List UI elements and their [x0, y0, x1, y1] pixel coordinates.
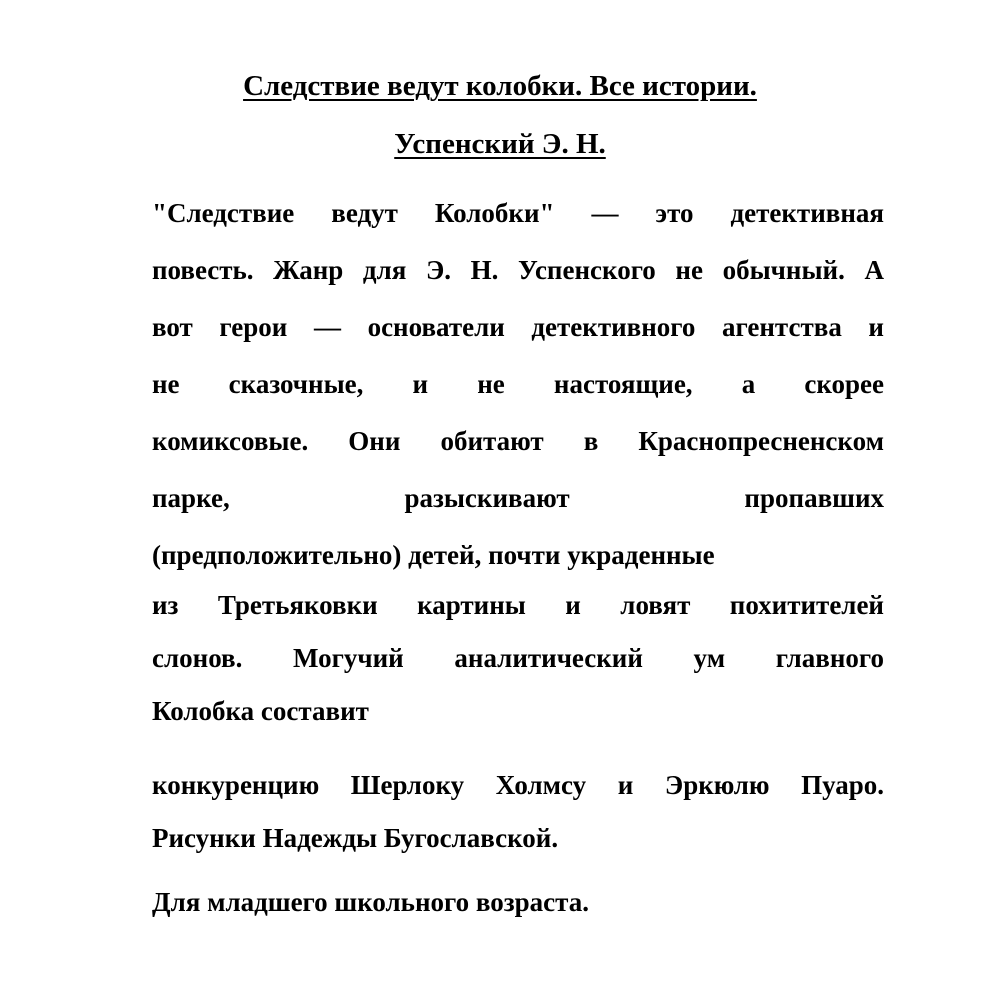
book-title: Следствие ведут колобки. Все истории. — [243, 70, 757, 102]
text-line: Рисунки Надежды Бугославской. — [152, 823, 559, 854]
age-note-text: Для младшего школьного возраста. — [152, 887, 589, 917]
text-line: "Следствие ведут Колобки" — это детективная — [152, 198, 884, 228]
description-paragraph-1 — [152, 198, 884, 597]
text-line: вот герои — основатели детективного агентства и — [152, 312, 884, 343]
description-paragraph-2 — [152, 590, 884, 749]
text-line: из Третьяковки картины и ловят похитителей — [152, 590, 884, 620]
text-line: слонов. Могучий аналитический ум главного — [152, 643, 884, 674]
text-line: парке, разыскивают пропавших — [152, 483, 884, 514]
text-line: конкуренцию Шерлоку Холмсу и Эркюлю Пуаро. — [152, 770, 884, 800]
text-line: Колобка составит — [152, 696, 369, 727]
text-line: повесть. Жанр для Э. Н. Успенского не обычный. А — [152, 255, 884, 286]
book-author: Успенский Э. Н. — [394, 128, 606, 160]
description-paragraph-3 — [152, 770, 884, 876]
text-line: комиксовые. Они обитают в Краснопресненском — [152, 426, 884, 457]
age-note — [152, 887, 884, 918]
text-line: (предположительно) детей, почти украденные — [152, 540, 715, 571]
text-line: не сказочные, и не настоящие, а скорее — [152, 369, 884, 400]
